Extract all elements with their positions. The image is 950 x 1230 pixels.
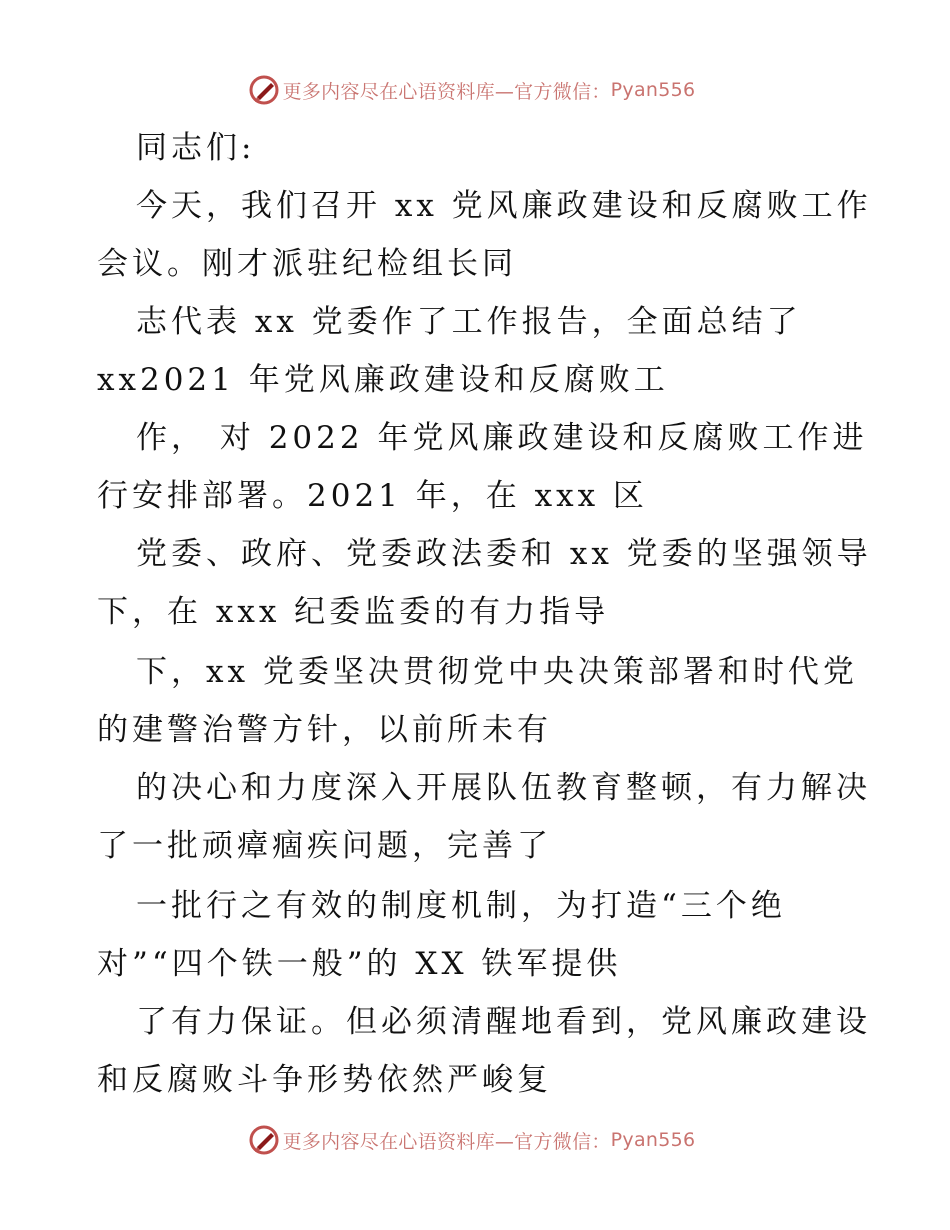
text-line: 作， 对 2022 年党风廉政建设和反腐败工作进 (136, 420, 868, 456)
text-line: 了一批顽瘴痼疾问题，完善了 (97, 828, 552, 864)
watermark-text: 更多内容尽在心语资料库—官方微信： (282, 1130, 611, 1153)
text-line: xx2021 年党风廉政建设和反腐败工 (97, 362, 669, 398)
text-line: 了有力保证。但必须清醒地看到，党风廉政建设 (136, 1004, 871, 1040)
text-line: 下，xx 党委坚决贯彻党中央决策部署和时代党 (136, 654, 858, 690)
text-line: 志代表 xx 党委作了工作报告，全面总结了 (136, 304, 802, 340)
watermark-brand: Pyan556 (610, 79, 696, 101)
text-line: 一批行之有效的制度机制，为打造“三个绝 (136, 888, 786, 924)
text-line: 同志们: (136, 130, 256, 166)
text-line: 的决心和力度深入开展队伍教育整顿，有力解决 (136, 770, 871, 806)
text-line: 对”“四个铁一般”的 XX 铁军提供 (97, 946, 622, 982)
watermark-text: 更多内容尽在心语资料库—官方微信： (282, 80, 611, 103)
text-line: 行安排部署。2021 年，在 xxx 区 (97, 478, 648, 514)
text-line: 会议。刚才派驻纪检组长同 (97, 246, 517, 282)
text-line: 的建警治警方针，以前所未有 (97, 712, 552, 748)
text-line: 党委、政府、党委政法委和 xx 党委的坚强领导 (136, 536, 872, 572)
footer-watermark (0, 1120, 950, 1160)
pen-circle-logo-icon (247, 1123, 281, 1157)
watermark-brand: Pyan556 (610, 1129, 696, 1151)
text-line: 今天，我们召开 xx 党风廉政建设和反腐败工作 (136, 188, 872, 224)
text-line: 下，在 xxx 纪委监委的有力指导 (97, 594, 610, 630)
text-line: 和反腐败斗争形势依然严峻复 (97, 1062, 552, 1098)
